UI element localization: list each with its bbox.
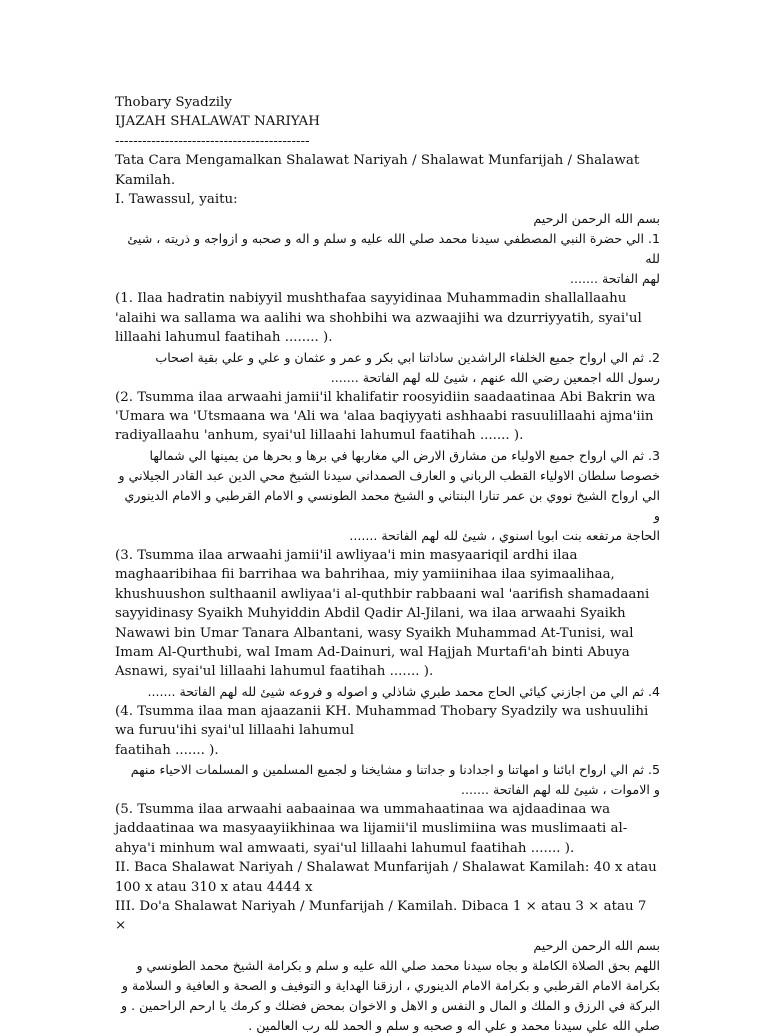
item-3-arabic-line-1: 3. ثم الي ارواح جميع الاولياء من مشارق الارض الي مغاربها في برها و بحرها من يمينها الي شمالها [149,447,660,463]
item-2-arabic-line-1: 2. ثم الي ارواح جميع الخلفاء الراشدين ساداتنا ابي بكر و عمر و عثمان و علي و علي بقية اصحاب [155,349,660,365]
section-3-title: III. Do'a Shalawat Nariyah / Munfarijah / Kamilah. Dibaca 1 × atau 3 × atau 7 × [115,898,647,934]
doa-line-1: اللهم بحق الصلاة الكاملة و بجاه سيدنا محمد صلي الله عليه و سلم و بكرامة الشيخ محمد الطونسي و [136,957,660,973]
item-4-arabic-line-1: 4. ثم الي من اجازني كيائي الحاج محمد طبري شاذلي و اصوله و فروعه شيئ لله لهم الفاتحة ....... [147,683,660,699]
item-1-latin: (1. Ilaa hadratin nabiyyil mushthafaa sayyidinaa Muhammadin shallallaahu 'alaihi wa sallama wa aalihi wa shohbihi wa azwaajihi wa dzurriyyatih, syai'ul lillaahi lahumul faatihah ........ ). [115,291,642,346]
item-4-latin-line-1: (4. Tsumma ilaa man ajaazanii KH. Muhammad Thobary Syadzily wa ushuulihi wa furuu'ihi syai'ul lillaahi lahumul [115,703,649,739]
item-3-arabic-line-3: الي ارواح الشيخ نووي بن عمر تنارا البنتاني و الشيخ محمد الطونسي و الامام القرطبي و الامام الدينوري و [124,487,660,523]
item-2-latin: (2. Tsumma ilaa arwaahi jamii'il khalifatir roosyidiin saadaatinaa Abi Bakrin wa 'Umara wa 'Utsmaana wa 'Ali wa 'alaa baqiyyati ashhaabi rasuulillaahi ajma'iin radiyallaahu 'anhum, syai'ul lillaahi lahumul faatihah ....... ). [115,389,656,444]
divider-line: ------------------------------------------- [115,133,310,149]
doa-line-3: البركة في الرزق و الملك و المال و النفس و الاهل و الاخوان بمحض فضلك و كرمك يا ارحم الراحمين . و [121,997,660,1013]
item-5-latin: (5. Tsumma ilaa arwaahi aabaainaa wa ummahaatinaa wa ajdaadinaa wa jaddaatinaa wa masyaayiikhinaa wa lijamii'il muslimiina was muslimaati al-ahya'i minhum wal amwaati, syai'ul lillaahi lahumul faatihah ....... ). [115,801,628,856]
document-title: IJAZAH SHALAWAT NARIYAH [115,114,320,130]
section-1-title: I. Tawassul, yaitu: [115,192,238,208]
item-3-arabic-line-4: الحاجة مرتفعه بنت ابويا اسنوي ، شيئ لله لهم الفاتحة ....... [349,527,660,543]
item-4-latin-line-2: faatihah ....... ). [115,742,219,758]
basmalah-2: بسم الله الرحمن الرحيم [533,937,660,953]
item-5-arabic-line-1: 5. ثم الي ارواح ابائنا و امهاتنا و اجدادنا و جداتنا و مشايخنا و لجميع المسلمين و المسلمات الاحياء منهم [130,761,660,777]
item-3-arabic-line-2: خصوصا سلطان الاولياء القطب الرباني و العارف الصمداني سيدنا الشيخ محي الدين عبد القادر الجيلاني و [118,467,660,483]
author-line: Thobary Syadzily [115,95,232,110]
intro-paragraph: Tata Cara Mengamalkan Shalawat Nariyah / Shalawat Munfarijah / Shalawat Kamilah. [115,153,640,188]
item-1-arabic-line-2: لهم الفاتحة ....... [570,271,660,287]
item-3-latin: (3. Tsumma ilaa arwaahi jamii'il awliyaa'i min masyaariqil ardhi ilaa maghaaribihaa fii barrihaa wa bahrihaa, miy yamiinihaa ilaa syimaalihaa, khushuushon sulthaanil awliyaa'i al-quthbir rabbaani wal 'aarifish shamadaani sayyidinasy Syaikh Muhyiddin Abdil Qadir Al-Jilani, wa ilaa arwaahi Syaikh Nawawi bin Umar Tanara Albantani, wasy Syaikh Muhammad At-Tunisi, wal Imam Al-Qurthubi, wal Imam Ad-Dainuri, wal Hajjah Murtafi'ah binti Abuya Asnawi, syai'ul lillaahi lahumul faatihah ....... ). [115,547,650,680]
document-page [115,93,660,1036]
item-5-arabic-line-2: و الاموات ، شيئ لله لهم الفاتحة ....... [460,781,660,797]
doa-line-4: صلي الله علي سيدنا محمد و علي اله و صحبه و سلم و الحمد لله رب العالمين . [248,1017,660,1033]
item-2-arabic-line-2: رسول الله اجمعين رضي الله عنهم ، شيئ لله لهم الفاتحة ....... [330,369,660,385]
section-2-paragraph: II. Baca Shalawat Nariyah / Shalawat Munfarijah / Shalawat Kamilah: 40 x atau 100 x atau 310 x atau 4444 x [115,860,657,895]
item-1-arabic-line-1: 1. الي حضرة النبي المصطفي سيدنا محمد صلي الله عليه و سلم و اله و صحبه و ازواجه و ذريته ، شيئ لله [127,231,660,267]
basmalah: بسم الله الرحمن الرحيم [533,211,660,227]
doa-line-2: بكرامة الامام القرطبي و بكرامة الامام الدينوري ، ارزقنا الهداية و التوفيف و الصحة و العافية و السلامة و [121,977,660,993]
